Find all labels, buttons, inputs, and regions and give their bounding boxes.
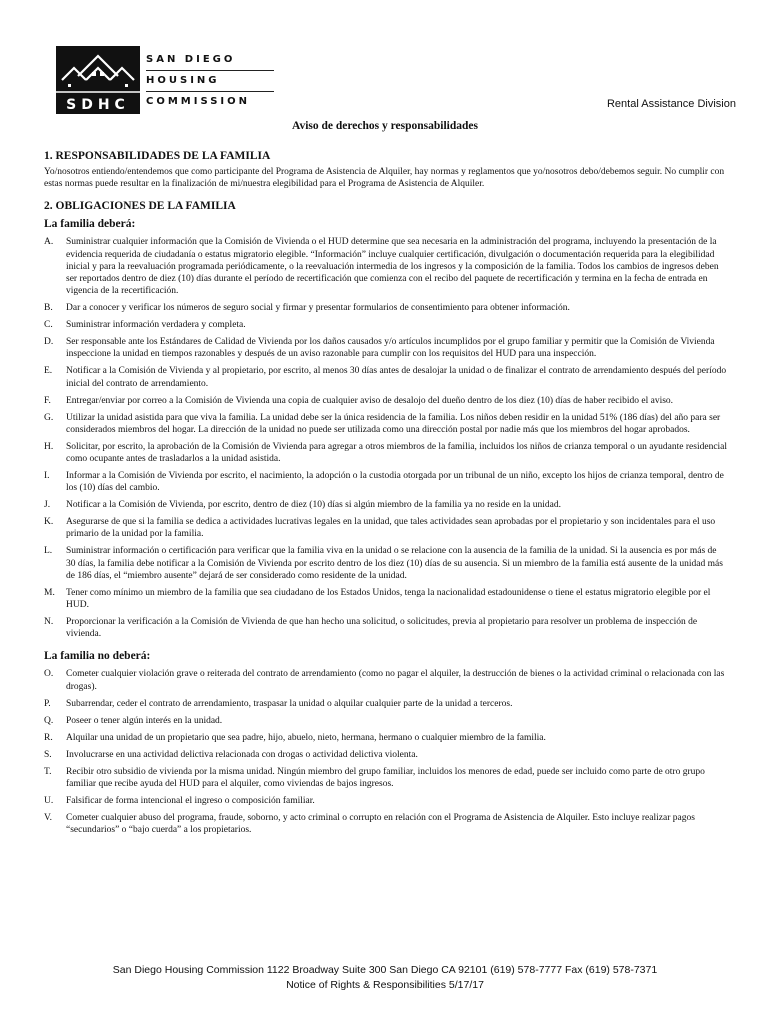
item-text: Asegurarse de que si la familia se dedica a actividades lucrativas legales en la unidad, que tales actividades sean aprobadas por el propietario y son incidentales para el uso primario de la unidad por la familia. xyxy=(66,517,716,540)
logo-line-3: COMMISSION xyxy=(146,96,251,107)
item-letter: G. xyxy=(44,412,54,423)
item-text: Cometer cualquier abuso del programa, fraude, soborno, y acto criminal o corrupto en relación con el Programa de Asistencia de Alquiler. Esto incluye realizar pagos “secundarios” o “bajo cuerda” a los propietarios. xyxy=(66,812,695,836)
list-item xyxy=(44,766,728,790)
item-letter: C. xyxy=(44,320,53,331)
section-1-heading: 1. RESPONSABILIDADES DE LA FAMILIA xyxy=(44,150,271,162)
list-item xyxy=(44,795,728,807)
item-text: Cometer cualquier violación grave o reiterada del contrato de arrendamiento (como no pagar el alquiler, la destrucción de bienes o la actividad criminal o relacionada con las drogas). xyxy=(66,669,725,692)
list-item xyxy=(44,499,728,511)
item-text: Involucrarse en una actividad delictiva relacionada con drogas o actividad delictiva violenta. xyxy=(66,749,418,760)
document-title: Aviso de derechos y responsabilidades xyxy=(292,120,478,132)
item-text: Suministrar información verdadera y completa. xyxy=(66,320,246,331)
logo-line-2: HOUSING xyxy=(146,71,274,92)
section-1-text: Yo/nosotros entiendo/entendemos que como participante del Programa de Asistencia de Alquiler, hay normas y reglamentos que yo/nosotros debo/debemos seguir. No cumplir con estas normas puede resultar en la finalización de mi/nuestra elegibilidad para el Programa de Asistencia de Alquiler. xyxy=(44,167,725,190)
item-text: Dar a conocer y verificar los números de seguro social y firmar y presentar formularios de consentimiento para obtener información. xyxy=(66,303,570,314)
logo-letters: SDHC xyxy=(66,97,130,113)
list-item xyxy=(44,365,728,389)
must-not-heading: La familia no deberá: xyxy=(44,650,151,663)
item-letter: K. xyxy=(44,517,54,528)
item-text: Notificar a la Comisión de Vivienda, por escrito, dentro de diez (10) días si algún miembro de la familia ya no reside en la unidad. xyxy=(66,500,561,511)
list-item xyxy=(44,336,728,360)
item-letter: F. xyxy=(44,395,51,406)
item-letter: P. xyxy=(44,698,51,709)
division-name: Rental Assistance Division xyxy=(606,98,736,110)
item-letter: I. xyxy=(44,471,50,482)
item-letter: D. xyxy=(44,337,54,348)
item-letter: M. xyxy=(44,587,55,598)
list-item xyxy=(44,319,728,331)
list-item xyxy=(44,441,728,465)
header xyxy=(56,46,736,116)
item-letter: Q. xyxy=(44,715,54,726)
footer xyxy=(0,963,770,993)
list-item xyxy=(44,698,728,710)
item-text: Ser responsable ante los Estándares de Calidad de Vivienda por los daños causados y/o artículos incumplidos por el grupo familiar y permitir que la Comisión de Vivienda inspeccione la unidad en tiempos razonables y después de un aviso razonable para cumplir con los requisitos del HUD para una inspección. xyxy=(66,337,715,360)
item-letter: B. xyxy=(44,303,53,314)
must-not-list xyxy=(44,668,728,836)
logo-line-1: SAN DIEGO xyxy=(146,50,274,71)
item-letter: V. xyxy=(44,812,53,823)
list-item xyxy=(44,236,728,297)
list-item xyxy=(44,395,728,407)
item-text: Proporcionar la verificación a la Comisión de Vivienda de que han hecho una solicitud, o solicitudes, previa al propietario para resolver un problema de inspección de vivienda. xyxy=(66,617,698,640)
item-text: Recibir otro subsidio de vivienda por la misma unidad. Ningún miembro del grupo familiar, incluidos los menores de edad, puede ser incluido como parte de otro grupo familiar que recibe ayuda del HUD para el alquiler, como viviendas de bajos ingresos. xyxy=(66,766,705,789)
item-text: Suministrar información o certificación para verificar que la familia viva en la unidad o se relacione con la ausencia de la familia de la unidad. Si la ausencia es por más de 30 días, la familia debe notificar a la Comisión de Vivienda por escrito dentro de los diez (10) días de su ausencia. Si un miembro de la familia está ausente de la unidad más de 186 días, el “miembro ausente” dejará de ser considerado como residente de la unidad. xyxy=(66,546,723,581)
item-text: Notificar a la Comisión de Vivienda y al propietario, por escrito, al menos 30 días antes de desalojar la unidad o de finalizar el contrato de arrendamiento después del período inicial del contrato de arrendamiento. xyxy=(66,366,727,389)
list-item xyxy=(44,668,728,692)
item-text: Utilizar la unidad asistida para que viva la familia. La unidad debe ser la única residencia de la familia. Los niños deben residir en la unidad 51% (186 días) del año para ser considerados miembros del hogar. La dirección de la unidad no puede ser utilizada como una dirección postal por nadie más que los miembros del hogar aprobados. xyxy=(66,412,721,435)
item-text: Informar a la Comisión de Vivienda por escrito, el nacimiento, la adopción o la custodia otorgada por un tribunal de un niño, excepto los hijos de crianza temporal, dentro de los (10) días del cambio. xyxy=(66,471,724,494)
item-text: Entregar/enviar por correo a la Comisión de Vivienda una copia de cualquier aviso de desalojo del dueño dentro de los diez (10) días de haber recibido el aviso. xyxy=(66,395,674,406)
item-letter: L. xyxy=(44,546,53,557)
list-item xyxy=(44,732,728,744)
item-text: Alquilar una unidad de un propietario que sea padre, hijo, abuelo, nieto, hermana, hermano o cualquier miembro de la familia. xyxy=(66,732,546,743)
logo-wordmark xyxy=(146,50,274,113)
item-text: Suministrar cualquier información que la Comisión de Vivienda o el HUD determine que sea necesaria en la administración del programa, incluyendo la presentación de la evidencia requerida de ciudadanía o estatus migratorio elegible. “Información” incluye cualquier certificación, divulgación o documentación requerida para la elegibilidad inicial y para la reevaluación programada periódicamente, o la reevaluación intermedia de los ingresos y la composición de la familia. Todos los cambios de ingresos deben ser reportados dentro de diez (10) días durante el período de recertificación que comienza con el recibo del paquete de recertificación y termina en la fecha de entrada en vigencia de la recertificación. xyxy=(66,237,719,297)
item-letter: T. xyxy=(44,766,52,777)
item-letter: S. xyxy=(44,749,52,760)
item-letter: O. xyxy=(44,669,54,680)
list-item xyxy=(44,470,728,494)
list-item xyxy=(44,516,728,540)
section-2-heading: 2. OBLIGACIONES DE LA FAMILIA xyxy=(44,200,236,213)
list-item xyxy=(44,715,728,727)
item-letter: R. xyxy=(44,732,53,743)
must-heading: La familia deberá: xyxy=(44,218,136,231)
footer-address: San Diego Housing Commission 1122 Broadway Suite 300 San Diego CA 92101 (619) 578-7777 Fax (619) 578-7371 xyxy=(112,964,658,976)
list-item xyxy=(44,412,728,436)
item-letter: H. xyxy=(44,441,54,452)
list-item xyxy=(44,749,728,761)
list-item xyxy=(44,587,728,611)
item-text: Solicitar, por escrito, la aprobación de la Comisión de Vivienda para agregar a otros miembros de la familia, incluidos los niños de crianza temporal o un ayudante residencial como ocupante antes de trasladarlos a la unidad asistida. xyxy=(66,441,728,465)
list-item xyxy=(44,302,728,314)
must-list xyxy=(44,236,728,640)
list-item xyxy=(44,812,728,836)
sdhc-logo-icon xyxy=(56,46,140,114)
item-letter: N. xyxy=(44,617,54,628)
item-text: Poseer o tener algún interés en la unidad. xyxy=(66,715,223,726)
item-letter: E. xyxy=(44,366,53,377)
item-text: Tener como mínimo un miembro de la familia que sea ciudadano de los Estados Unidos, tenga la nacionalidad estadounidense o tiene el estatus migratorio elegible por el HUD. xyxy=(66,587,711,611)
document-body xyxy=(44,150,728,841)
item-letter: J. xyxy=(44,500,51,511)
list-item xyxy=(44,545,728,582)
item-text: Subarrendar, ceder el contrato de arrendamiento, traspasar la unidad o alquilar cualquier parte de la unidad a terceros. xyxy=(66,698,513,709)
footer-form-id: Notice of Rights & Responsibilities 5/17/17 xyxy=(286,979,484,991)
item-text: Falsificar de forma intencional el ingreso o composición familiar. xyxy=(66,795,315,806)
item-letter: A. xyxy=(44,237,54,248)
item-letter: U. xyxy=(44,795,54,806)
list-item xyxy=(44,616,728,640)
